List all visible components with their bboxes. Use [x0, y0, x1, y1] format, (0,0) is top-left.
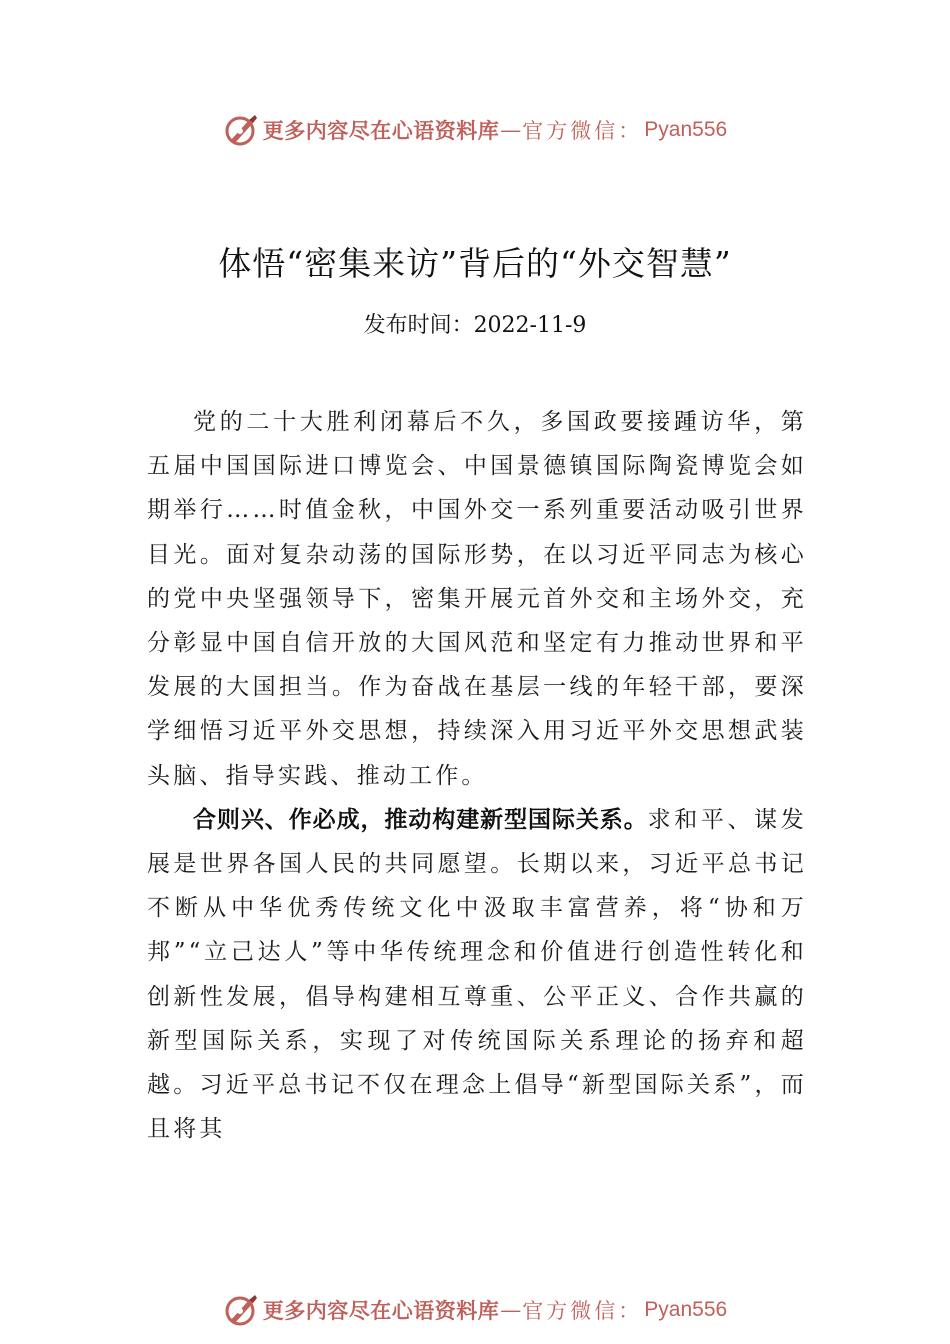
banner-text: 更多内容尽在心语资料库 — [262, 118, 500, 143]
banner-wechat-label: 官方微信： — [522, 119, 643, 143]
paragraph-2 — [147, 798, 807, 1152]
paragraph-2-lead: 合则兴、作必成，推动构建新型国际关系。 — [193, 806, 648, 833]
banner-wechat-label: 官方微信： — [522, 1299, 643, 1323]
banner-dash: — — [500, 118, 522, 142]
banner-text: 更多内容尽在心语资料库 — [262, 1298, 500, 1323]
pen-logo-icon — [223, 112, 259, 148]
paragraph-2-body: 求和平、谋发展是世界各国人民的共同愿望。长期以来，习近平总书记不断从中华优秀传统文化中汲取丰富营养，将“协和万邦”“立己达人”等中华传统理念和价值进行创造性转化和创新性发展，倡导构建相互尊重、公平正义、合作共赢的新型国际关系，实现了对传统国际关系理论的扬弃和超越。习近平总书记不仅在理念上倡导“新型国际关系”，而且将其 — [147, 806, 808, 1143]
publish-date: 发布时间：2022-11-9 — [363, 313, 587, 338]
banner-wechat-id: Pyan556 — [644, 1298, 728, 1321]
banner-wechat-id: Pyan556 — [644, 118, 728, 141]
footer-banner — [0, 1288, 950, 1332]
banner-dash: — — [500, 1298, 522, 1322]
article-title: 体悟“密集来访”背后的“外交智慧” — [218, 244, 732, 283]
pen-logo-icon — [223, 1292, 259, 1328]
paragraph-1: 党的二十大胜利闭幕后不久，多国政要接踵访华，第五届中国国际进口博览会、中国景德镇国际陶瓷博览会如期举行……时值金秋，中国外交一系列重要活动吸引世界目光。面对复杂动荡的国际形势，在以习近平同志为核心的党中央坚强领导下，密集开展元首外交和主场外交，充分彰显中国自信开放的大国风范和坚定有力推动世界和平发展的大国担当。作为奋战在基层一线的年轻干部，要深学细悟习近平外交思想，持续深入用习近平外交思想武装头脑、指导实践、推动工作。 — [147, 409, 807, 789]
article-body — [147, 400, 807, 1151]
header-banner — [0, 108, 950, 152]
